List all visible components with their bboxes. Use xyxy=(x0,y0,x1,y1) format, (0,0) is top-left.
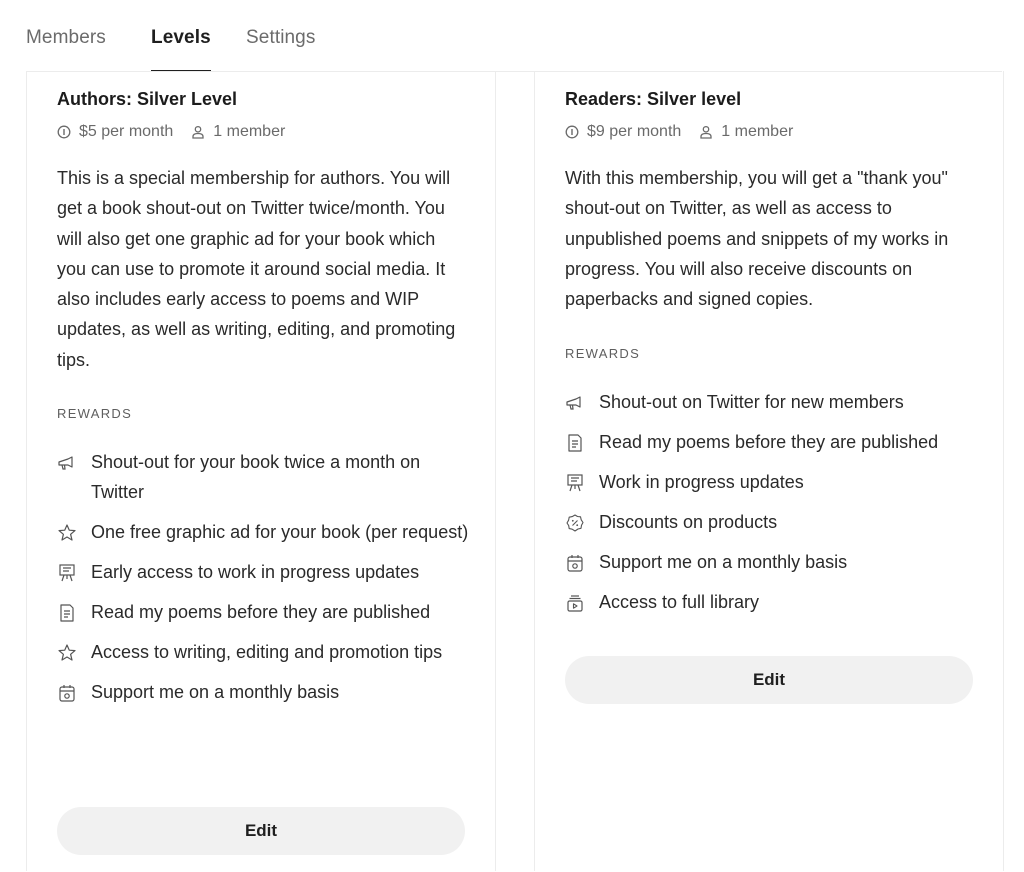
person-icon xyxy=(699,125,713,139)
reward-label: Work in progress updates xyxy=(599,472,804,492)
rewards-list xyxy=(57,447,469,717)
reward-item xyxy=(57,557,469,587)
calendar-icon xyxy=(565,553,585,573)
star-icon xyxy=(57,643,77,663)
reward-item xyxy=(565,507,977,537)
reward-label: Discounts on products xyxy=(599,512,778,532)
reward-item xyxy=(57,637,469,667)
reward-label: Early access to work in progress updates xyxy=(91,562,420,582)
easel-icon xyxy=(57,563,77,583)
reward-item xyxy=(57,447,469,507)
tab-bar xyxy=(26,0,1004,72)
person-icon xyxy=(191,125,205,139)
level-card-authors xyxy=(26,71,496,871)
tab-members[interactable]: Members xyxy=(26,27,106,48)
edit-button[interactable]: Edit xyxy=(57,807,465,855)
level-price: $9 per month xyxy=(587,123,682,140)
reward-item xyxy=(57,517,469,547)
library-icon xyxy=(565,593,585,613)
reward-item xyxy=(565,427,977,457)
reward-label: Read my poems before they are published xyxy=(599,432,939,452)
level-member-count: 1 member xyxy=(213,123,286,140)
calendar-icon xyxy=(57,683,77,703)
rewards-heading: REWARDS xyxy=(565,346,641,361)
reward-item xyxy=(565,467,977,497)
discount-badge-icon xyxy=(565,513,585,533)
rewards-list xyxy=(565,387,977,627)
level-meta xyxy=(565,123,793,141)
tab-levels[interactable]: Levels xyxy=(151,27,211,48)
reward-item xyxy=(565,547,977,577)
level-description: This is a special membership for authors. You will get a book shout-out on Twitter twice/month. You will also get one graphic ad for your book which you can use to promote it around social media. It also includes early access to poems and WIP updates, as well as writing, editing, and promoting tips. xyxy=(57,168,456,370)
document-icon xyxy=(565,433,585,453)
level-member-count: 1 member xyxy=(721,123,794,140)
coin-icon xyxy=(57,125,71,139)
level-title: Readers: Silver level xyxy=(565,89,742,109)
megaphone-icon xyxy=(565,393,585,413)
reward-label: Access to full library xyxy=(599,592,760,612)
reward-item xyxy=(565,387,977,417)
coin-icon xyxy=(565,125,579,139)
reward-label: Support me on a monthly basis xyxy=(599,552,848,572)
level-description: With this membership, you will get a "thank you" shout-out on Twitter, as well as access to unpublished poems and snippets of my works in progress. You will also receive discounts on paperbacks and signed copies. xyxy=(565,168,949,310)
rewards-heading: REWARDS xyxy=(57,406,133,421)
level-title: Authors: Silver Level xyxy=(57,89,238,109)
reward-label: Support me on a monthly basis xyxy=(91,682,340,702)
edit-button[interactable]: Edit xyxy=(565,656,973,704)
reward-item xyxy=(57,677,469,707)
document-icon xyxy=(57,603,77,623)
star-icon xyxy=(57,523,77,543)
level-meta xyxy=(57,123,285,141)
reward-label: Shout-out for your book twice a month on Twitter xyxy=(91,452,421,502)
reward-label: Shout-out on Twitter for new members xyxy=(599,392,904,412)
megaphone-icon xyxy=(57,453,77,473)
reward-item xyxy=(565,587,977,617)
reward-item xyxy=(57,597,469,627)
level-price: $5 per month xyxy=(79,123,174,140)
reward-label: One free graphic ad for your book (per request) xyxy=(91,522,469,542)
easel-icon xyxy=(565,473,585,493)
reward-label: Access to writing, editing and promotion tips xyxy=(91,642,443,662)
level-card-readers xyxy=(534,71,1004,871)
tab-settings[interactable]: Settings xyxy=(246,27,316,48)
reward-label: Read my poems before they are published xyxy=(91,602,431,622)
